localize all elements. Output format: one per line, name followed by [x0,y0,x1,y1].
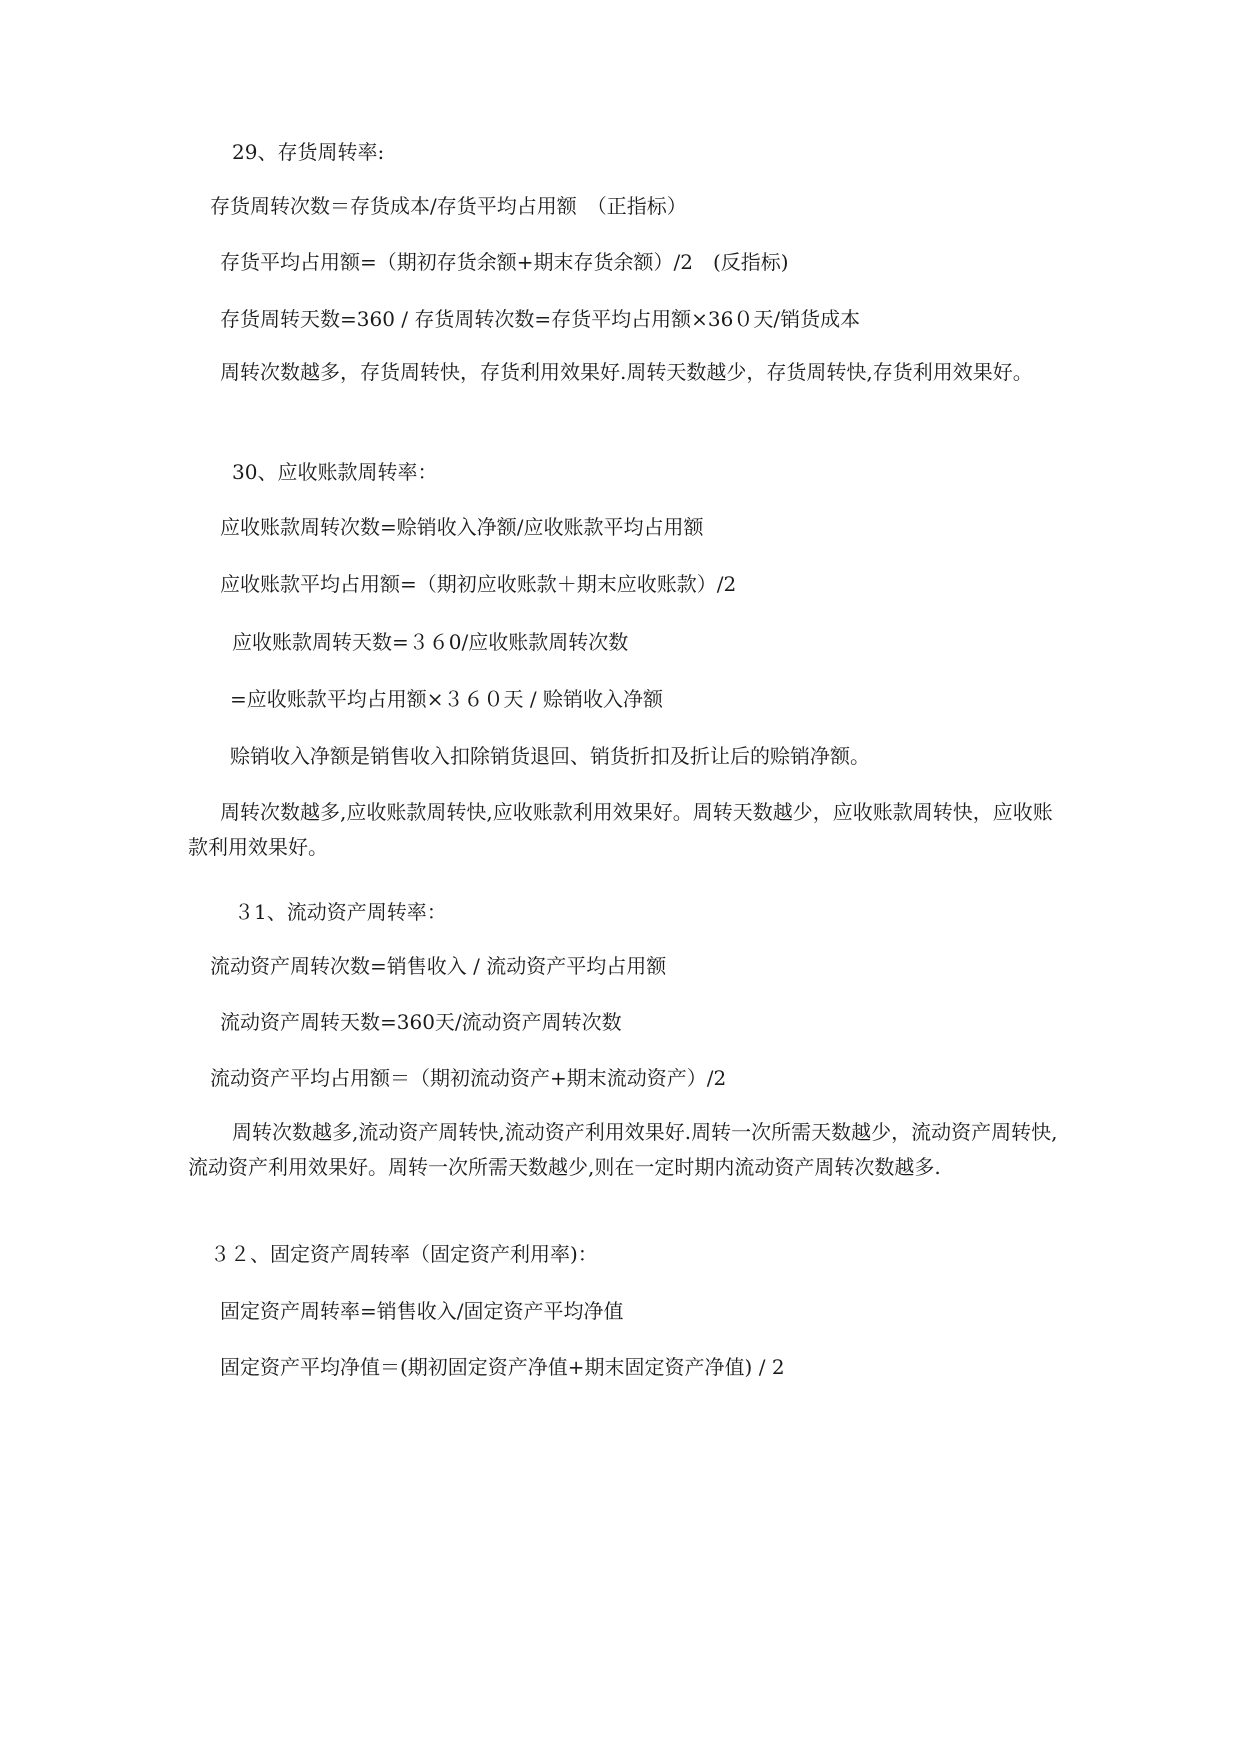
section-30-line-2: 应收账款平均占用额=（期初应收账款＋期末应收账款）/2 [220,572,737,596]
section-31-line-2: 流动资产周转天数=360天/流动资产周转次数 [220,1010,622,1034]
section-30-line-3: 应收账款周转天数=３６0/应收账款周转次数 [232,630,629,654]
section-30-line-4: =应收账款平均占用额×３６０天 / 赊销收入净额 [230,687,663,711]
section-29-paragraph: 周转次数越多，存货周转快，存货利用效果好.周转天数越少，存货周转快,存货利用效果好。 [220,360,1033,384]
section-30-line-1: 应收账款周转次数=赊销收入净额/应收账款平均占用额 [220,515,704,539]
section-32-line-2: 固定资产平均净值＝(期初固定资产净值+期末固定资产净值) / 2 [220,1355,785,1379]
section-31-paragraph: 周转次数越多,流动资产周转快,流动资产利用效果好.周转一次所需天数越少，流动资产周转快,流动资产利用效果好。周转一次所需天数越少,则在一定时期内流动资产周转次数越多. [188,1120,1058,1179]
section-31-heading: ３1、流动资产周转率： [234,900,447,924]
section-29-line-1: 存货周转次数＝存货成本/存货平均占用额 （正指标） [210,194,687,218]
section-31-line-1: 流动资产周转次数=销售收入 / 流动资产平均占用额 [210,954,667,978]
section-30-paragraph: 周转次数越多,应收账款周转快,应收账款利用效果好。周转天数越少，应收账款周转快，应收账款利用效果好。 [188,800,1053,859]
section-32-heading: ３２、固定资产周转率（固定资产利用率)： [210,1242,598,1266]
section-30-heading: 30、应收账款周转率： [232,460,438,484]
section-29-line-2: 存货平均占用额=（期初存货余额+期末存货余额）/2 (反指标) [220,250,789,274]
section-31-line-3: 流动资产平均占用额＝（期初流动资产+期末流动资产）/2 [210,1066,727,1090]
section-29-heading: 29、存货周转率: [232,140,385,164]
section-30-line-5: 赊销收入净额是销售收入扣除销货退回、销货折扣及折让后的赊销净额。 [230,744,870,768]
section-29-line-3: 存货周转天数=360 / 存货周转次数=存货平均占用额×36０天/销货成本 [220,307,861,331]
section-32-line-1: 固定资产周转率=销售收入/固定资产平均净值 [220,1299,624,1323]
